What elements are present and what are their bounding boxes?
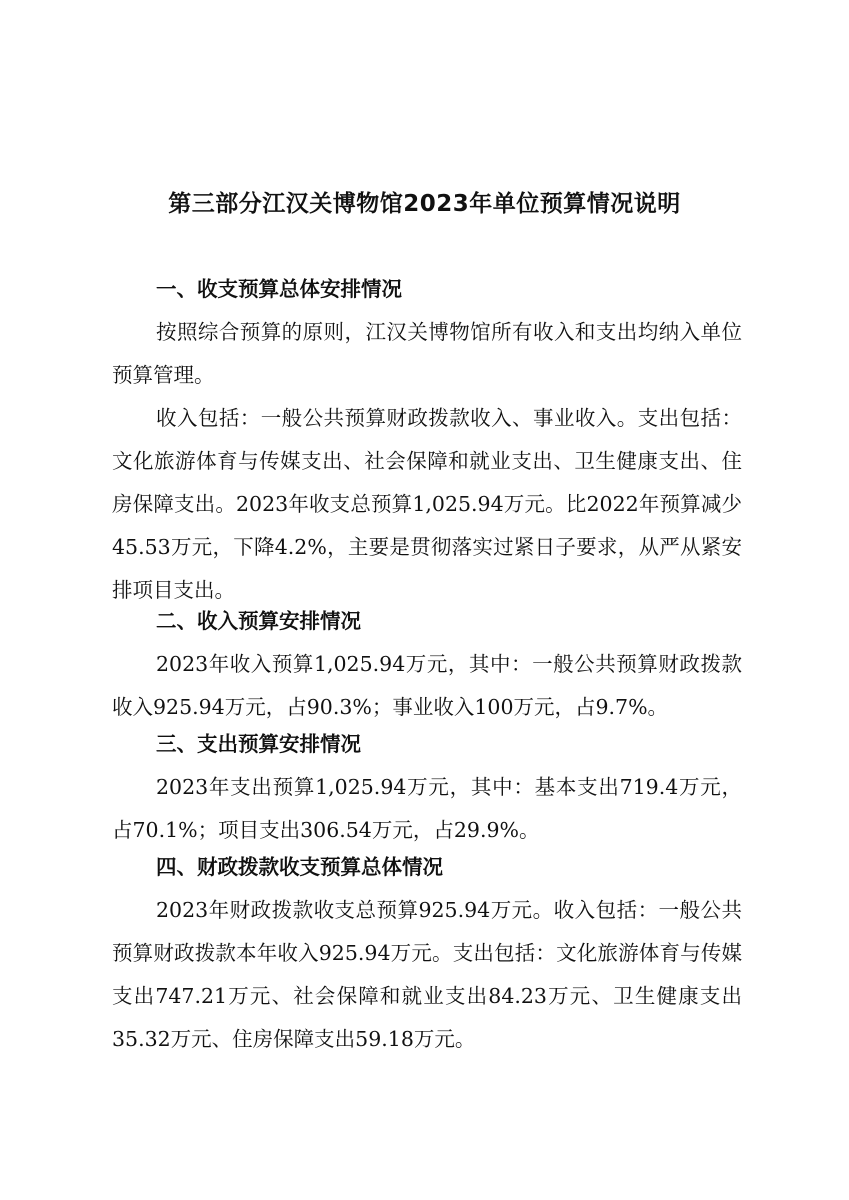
section-4-body bbox=[112, 889, 742, 1061]
section-heading-3: 三、支出预算安排情况 bbox=[156, 732, 361, 756]
page-title: 第三部分江汉关博物馆2023年单位预算情况说明 bbox=[168, 191, 681, 217]
section-heading-1: 一、收支预算总体安排情况 bbox=[156, 277, 402, 301]
paragraph: 2023年支出预算1,025.94万元，其中：基本支出719.4万元，占70.1%；项目支出306.54万元，占29.9%。 bbox=[112, 775, 742, 842]
paragraph: 2023年财政拨款收支总预算925.94万元。收入包括：一般公共预算财政拨款本年收入925.94万元。支出包括：文化旅游体育与传媒支出747.21万元、社会保障和就业支出84.23万元、卫生健康支出35.32万元、住房保障支出59.18万元。 bbox=[112, 898, 742, 1051]
section-heading-2: 二、收入预算安排情况 bbox=[156, 609, 361, 633]
section-heading-4: 四、财政拨款收支预算总体情况 bbox=[156, 855, 443, 879]
paragraph: 2023年收入预算1,025.94万元，其中：一般公共预算财政拨款收入925.94万元，占90.3%；事业收入100万元，占9.7%。 bbox=[112, 652, 742, 719]
paragraph: 按照综合预算的原则，江汉关博物馆所有收入和支出均纳入单位预算管理。 bbox=[112, 320, 742, 387]
section-2-body bbox=[112, 643, 742, 729]
section-3-body bbox=[112, 766, 742, 852]
section-1-body bbox=[112, 311, 742, 612]
paragraph: 收入包括：一般公共预算财政拨款收入、事业收入。支出包括：文化旅游体育与传媒支出、社会保障和就业支出、卫生健康支出、住房保障支出。2023年收支总预算1,025.94万元。比2022年预算减少45.53万元，下降4.2%，主要是贯彻落实过紧日子要求，从严从紧安排项目支出。 bbox=[112, 406, 742, 602]
